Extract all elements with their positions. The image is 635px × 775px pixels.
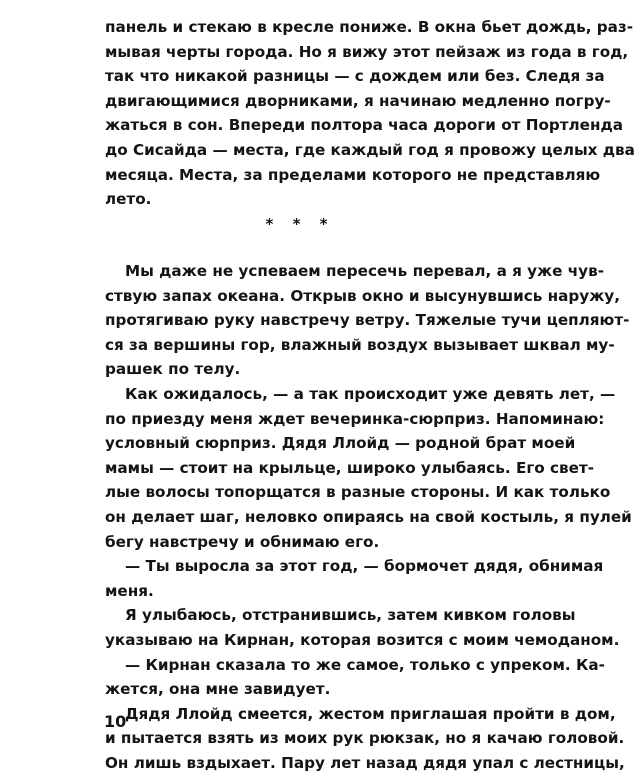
text-line: двигающимися дворниками, я начинаю медленно погру-	[105, 91, 611, 110]
text-line: бегу навстречу и обнимаю его.	[105, 532, 380, 551]
text-line: Мы даже не успеваем пересечь перевал, а я уже чув-	[125, 262, 604, 280]
text-line: и пытается взять из моих рук рюкзак, но я качаю головой.	[105, 729, 625, 748]
paragraph	[105, 653, 605, 702]
text-line: — Ты выросла за этот год, — бормочет дядя, обнимая	[125, 557, 604, 576]
text-line: лето.	[105, 190, 152, 209]
text-line: ствую запах океана. Открыв окно и высунувшись наружу,	[105, 286, 620, 305]
paragraph	[105, 259, 630, 382]
text-line: мывая черты города. Но я вижу этот пейзаж из года в год,	[105, 42, 629, 61]
text-line: рашек по телу.	[105, 360, 241, 379]
text-line: меня.	[105, 581, 154, 600]
text-line: мамы — стоит на крыльце, широко улыбаясь. Его свет-	[105, 458, 595, 477]
text-line: условный сюрприз. Дядя Ллойд — родной брат моей	[105, 434, 576, 453]
text-line: он делает шаг, неловко опираясь на свой костыль, я пулей	[105, 507, 632, 526]
text-line: Он лишь вздыхает. Пару лет назад дядя упал с лестницы,	[105, 753, 625, 772]
paragraph	[105, 382, 632, 554]
text-line: лые волосы топорщатся в разные стороны. И как только	[105, 483, 611, 502]
text-line: месяца. Места, за пределами которого не представляю	[105, 165, 601, 184]
body-text	[105, 259, 632, 775]
text-line: жется, она мне завидует.	[105, 680, 331, 699]
text-line: — Кирнан сказала то же самое, только с упреком. Ка-	[125, 655, 605, 674]
section-separator: * * *	[265, 215, 335, 233]
paragraph	[105, 603, 620, 652]
paragraph	[105, 702, 625, 775]
text-line: Я улыбаюсь, отстранившись, затем кивком головы	[125, 606, 576, 625]
text-line: Как ожидалось, — а так происходит уже девять лет, —	[125, 384, 616, 403]
text-line: ся за вершины гор, влажный воздух вызывает шквал му-	[105, 335, 615, 354]
text-line: по приезду меня ждет вечеринка-сюрприз. Напоминаю:	[105, 409, 605, 428]
page-number: 10	[104, 712, 127, 731]
text-line: жаться в сон. Впереди полтора часа дороги от Портленда	[105, 116, 623, 135]
text-line: Дядя Ллойд смеется, жестом приглашая пройти в дом,	[125, 704, 616, 723]
text-line: до Сисайда — места, где каждый год я провожу целых два	[105, 140, 635, 159]
text-line: указываю на Кирнан, которая возится с моим чемоданом.	[105, 630, 620, 649]
text-line: панель и стекаю в кресле пониже. В окна бьет дождь, раз-	[105, 18, 634, 36]
text-line: так что никакой разницы — с дождем или без. Следя за	[105, 67, 605, 86]
text-line: протягиваю руку навстречу ветру. Тяжелые тучи цепляют-	[105, 311, 630, 330]
paragraph	[105, 554, 604, 603]
top-paragraph	[105, 15, 635, 212]
